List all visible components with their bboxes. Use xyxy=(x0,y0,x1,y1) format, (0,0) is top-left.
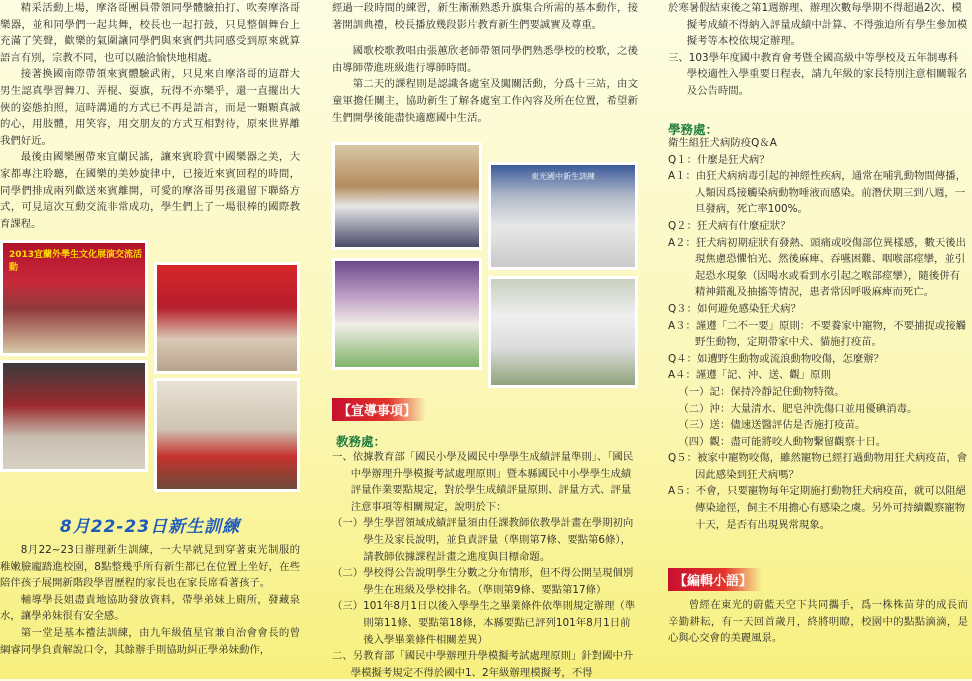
academic-item-list xyxy=(332,449,638,681)
qa-item: Q４：如遭野生動物或流浪動物咬傷，怎麼辦？ xyxy=(668,352,884,365)
qa-item: Q２：狂犬病有什麼症狀？ xyxy=(668,219,791,232)
office-academic-affairs: 教務處： xyxy=(336,434,387,449)
qa-item: A２：狂犬病初期症狀有發熱、頭痛或咬傷部位異樣感，數天後出現焦慮恐懼怕光、然後麻痺、吞嚥困難、咽喉部痙攣，並引起恐水現象（因喝水或看到水引起之喉部痙攣），隨後併有精神錯亂及抽搐等情況，患者常因呼吸麻痺而死亡。 xyxy=(668,236,967,299)
editor-note-body xyxy=(668,597,968,647)
academic-item: 一、依據教育部「國民小學及國民中學學生成績評量準則」、「國民中學辦理升學模擬考試處理原則」暨本縣國民中小學學生成績評量作業要點規定，對於學生成績評量原則、評量方式、評量注意事項等相關規定，說明於下： xyxy=(332,451,634,513)
qa-item: （四）觀：盡可能將咬人動物繫留觀察十日。 xyxy=(678,435,887,448)
paragraph-folk-music: 最後由國樂團帶來宜蘭民謠，讓來賓聆賞中國樂器之美，大家都專注聆聽，在國樂的美妙旋律中，已接近來賓回程的時間，同學們排成兩列歡送來賓離開，可愛的摩洛哥男孩還留下聯絡方式，可見這次互動交流非常成功，學生們上了一場很棒的國際教育課程。 xyxy=(0,151,300,230)
photo-station-activity xyxy=(332,258,482,370)
qa-title: 衛生組狂犬病防疫Q＆A xyxy=(668,137,777,149)
photo-martial-arts xyxy=(154,378,300,492)
academic-items xyxy=(332,449,638,681)
paragraph-anthem: 國歌校歌教唱由張蕙欣老師帶領同學們熟悉學校的校歌，之後由導師帶進班級進行導師時間。 xyxy=(332,45,638,74)
photo-students-lined-up xyxy=(332,142,482,250)
paragraph-day-two: 第二天的課程則是認識各處室及闖關活動，分爲十三站，由文童軍擔任關主，協助新生了解各處室工作內容及所在位置，希望新生們開學後能盡快適應國中生活。 xyxy=(332,78,638,124)
paragraph-orientation-intro: 8月22~23日辦理新生訓練，一大早就見到穿著東光制服的稚嫩臉龐踏進校園，8點整幾乎所有新生都已在位置上坐好，在些陪伴孩子展開新階段學習歷程的家長也在家長席看著孩子。 xyxy=(0,544,300,590)
photo-drum-experience xyxy=(154,262,300,374)
event-title: 8月22-23日新生訓練 xyxy=(59,517,241,537)
section-title-announcements: 【宣導事項】 xyxy=(332,398,426,421)
photo-stage-performance xyxy=(0,240,148,356)
academic-item: （三）101年8月1日以後入學學生之畢業條件依準則規定辦理（準則第11條、要點第18條，本縣要點已評列101年8月1日前後入學畢業條件相關差異） xyxy=(332,600,636,646)
section-announcements xyxy=(332,398,426,421)
column-left-bottom xyxy=(0,542,300,658)
photo-group-dance xyxy=(0,360,148,472)
paragraph-morocco-music: 精采活動上場，摩洛哥團員帶領同學體驗拍打、吹奏摩洛哥樂器，並和同學們一起共舞，校長也一起打鼓，只見整個舞台上充滿了笑聲，歡樂的氣圍讓同學們與來賓們共同感受到原來就算語言有別，宗教不同，也可以融洽愉快地相處。 xyxy=(0,2,300,64)
academic-item-list-continued xyxy=(668,0,968,100)
paragraph-mentors: 輔導學長姐盡責地協助發放資料，帶學弟妹上廁所，發藏泉水，讓學弟妹很有安全感。 xyxy=(0,593,300,623)
qa-item: A１：由狂犬病病毒引起的神經性疾病，通常在哺乳動物間傳播，人類因爲接觸染病動物唾液而感染。前潛伏期三到八週，一旦發病，死亡率100%。 xyxy=(668,170,967,216)
qa-item: （三）送：儘速送醫評估是否施打疫苗。 xyxy=(678,419,866,432)
qa-item: A５：不會，只要寵物每年定期施打動物狂犬病疫苗，就可以阻絕傳染途徑，飼主不用擔心有感染之虞。另外可持續觀察寵物十天，是否有出現異常現象。 xyxy=(668,485,967,531)
academic-item: 於寒暑假結束後之第1週辦理、辦理次數每學期不得超過2次、模擬考成績不得納入評量成績中計算、不得強迫所有學生參加模擬考等本校依規定辦理。 xyxy=(668,2,968,48)
paragraph-opening-ceremony: 經過一段時間的練習，新生漸漸熟悉升旗集合所需的基本動作，接著開訓典禮，校長播放幾段影片教育新生們要誠實及尊重。 xyxy=(332,2,638,31)
academic-item: （二）學校得公告說明學生分數之分布情形，但不得公開呈現個別學生在班級及學校排名。（準則第9條、要點第17條） xyxy=(332,567,634,596)
banner-caption: 2013宜蘭外學生文化展演交流活動 xyxy=(9,250,143,273)
paragraph-editor-note: 曾經在東光的蔚藍天空下共同攜手，爲一株株苗芽的成長而辛勤耕耘，有一天回首歲月，終將明瞭，校園中的點點滴滴，是心與心交會的美麗風景。 xyxy=(668,599,968,645)
paragraph-martial-arts: 接著換國南際帶領來賓體驗武術，只見來自摩洛哥的這群大男生認真學習舞刀、弄棍、耍旗，玩得不亦樂乎，還一直擺出大俠的姿態拍照，這時溝通的方式已不再是語言，而是一顆顆真誠的心，用肢體，用笑容，用交朋友的方式互相對待，原來世界離我們好近。 xyxy=(0,68,300,147)
academic-item: 三、103學年度國中教育會考暨全國高級中等學校及五年制專科學校適性入學重要日程表，請九年級的家長特別注意相關報名及公告時間。 xyxy=(668,51,968,97)
column-right xyxy=(668,0,968,100)
academic-item: （一）學生學習領域成績評量須由任課教師依教學計畫在學期初向學生及家長說明，並負責評量（準則第7條、要點第6條），請教師依據課程計畫之進度與目標命題。 xyxy=(332,517,634,563)
academic-item: 二、另教育部「國民中學辦理升學模擬考試處理原則」針對國中升學模擬考規定不得於國中1、2年級辦理模擬考，不得 xyxy=(332,650,634,679)
qa-item: A３：謹遵「二不一要」原則：不要養家中寵物，不要捕捉或接觸野生動物，定期帶家中犬、貓施打疫苗。 xyxy=(668,319,967,349)
office-student-affairs: 學務處： xyxy=(668,122,719,137)
qa-list xyxy=(668,152,968,534)
photo-seated-students xyxy=(488,276,638,388)
qa-item: A４：謹遵「記、沖、送、觀」原則 xyxy=(668,369,831,382)
qa-item: Q５：被家中寵物咬傷，雖然寵物已經打過動物用狂犬病疫苗，會因此感染到狂犬病嗎？ xyxy=(668,452,968,481)
hall-banner-title: 東光國中新生訓練 xyxy=(531,172,595,181)
qa-item: （一）記：保持冷靜記住動物特徵。 xyxy=(678,385,845,398)
paragraph-drill-training: 第一堂是基本禮法訓練，由九年級值星官兼自治會會長的曾綱睿同學負責解說口令，其餘辦手則協助糾正學弟妹動作， xyxy=(0,626,300,656)
section-editor-note xyxy=(668,568,762,591)
qa-item: Q３：如何避免感染狂犬病？ xyxy=(668,302,801,315)
column-middle xyxy=(332,0,638,126)
qa-item: （二）沖：大量清水、肥皂沖洗傷口並用優碘消毒。 xyxy=(678,402,918,415)
rabies-qa xyxy=(668,135,968,533)
section-title-editor-note: 【編輯小語】 xyxy=(668,568,762,591)
qa-item: Q１：什麼是狂犬病？ xyxy=(668,153,770,166)
photo-auditorium xyxy=(488,162,638,270)
